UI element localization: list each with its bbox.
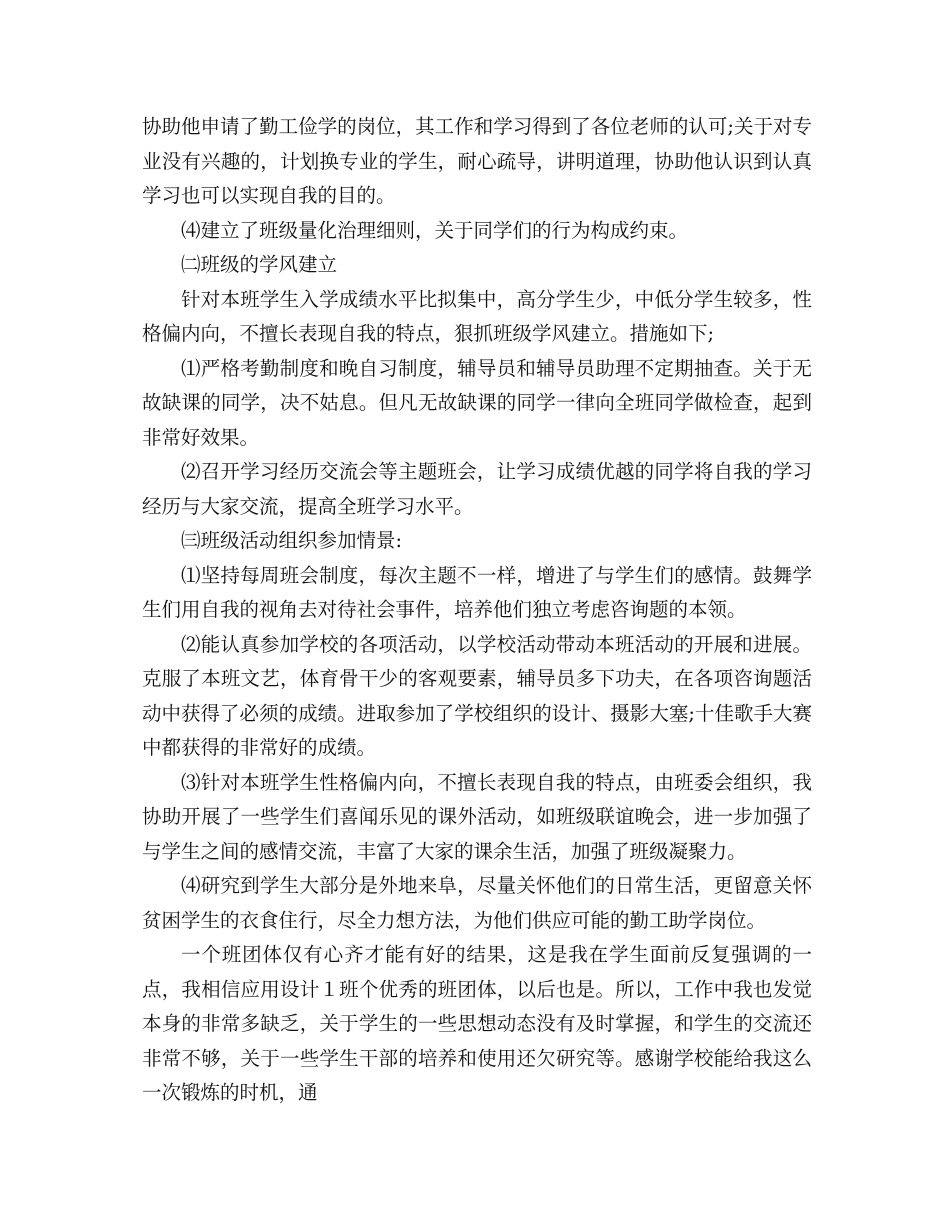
paragraph-extracurricular-activities: ⑶针对本班学生性格偏内向，不擅长表现自我的特点，由班委会组织，我协助开展了一些学生们喜闻乐见的课外活动，如班级联谊晚会，进一步加强了与学生之间的感情交流，丰富了大家的课余生活，加强了班级凝聚力。 [142, 770, 812, 863]
paragraph-weekly-meeting: ⑴坚持每周班会制度，每次主题不一样，增进了与学生们的感情。鼓舞学生们用自我的视角去对待社会事件，培养他们独立考虑咨询题的本领。 [142, 563, 812, 621]
document-body [142, 110, 812, 1111]
section-heading-study-style: ㈡班级的学风建立 [181, 253, 338, 276]
paragraph-continuation: 协助他申请了勤工俭学的岗位，其工作和学习得到了各位老师的认可;关于对专业没有兴趣的，计划换专业的学生，耐心疏导，讲明道理，协助他认识到认真学习也可以实现自我的目的。 [142, 115, 812, 207]
section-heading-class-activities: ㈢班级活动组织参加情景: [181, 529, 403, 552]
paragraph-item-4-management-rules: ⑷建立了班级量化治理细则，关于同学们的行为构成约束。 [181, 218, 689, 242]
paragraph-school-activities: ⑵能认真参加学校的各项活动，以学校活动带动本班活动的开展和进展。克服了本班文艺，体育骨干少的客观要素，辅导员多下功夫，在各项咨询题活动中获得了必须的成绩。进取参加了学校组织的设计、摄影大塞;十佳歌手大赛中都获得的非常好的成绩。 [142, 632, 812, 759]
paragraph-study-experience-meeting: ⑵召开学习经历交流会等主题班会，让学习成绩优越的同学将自我的学习经历与大家交流，提高全班学习水平。 [142, 460, 812, 518]
paragraph-conclusion: 一个班团体仅有心齐才能有好的结果，这是我在学生面前反复强调的一点，我相信应用设计１班个优秀的班团体，以后也是。所以，工作中我也发觉本身的非常多缺乏，关于学生的一些思想动态没有及时掌握，和学生的交流还非常不够，关于一些学生干部的培养和使用还欠研究等。感谢学校能给我这么一次锻炼的时机，通 [142, 943, 812, 1104]
paragraph-study-style-intro: 针对本班学生入学成绩水平比拟集中，高分学生少，中低分学生较多，性格偏内向，不擅长表现自我的特点，狠抓班级学风建立。措施如下; [142, 287, 812, 345]
paragraph-attendance-system: ⑴严格考勤制度和晚自习制度，辅导员和辅导员助理不定期抽查。关于无故缺课的同学，决不姑息。但凡无故缺课的同学一律向全班同学做检查，起到非常好效果。 [142, 356, 812, 449]
paragraph-student-care: ⑷研究到学生大部分是外地来阜，尽量关怀他们的日常生活，更留意关怀贫困学生的衣食住行，尽全力想方法，为他们供应可能的勤工助学岗位。 [142, 874, 812, 932]
